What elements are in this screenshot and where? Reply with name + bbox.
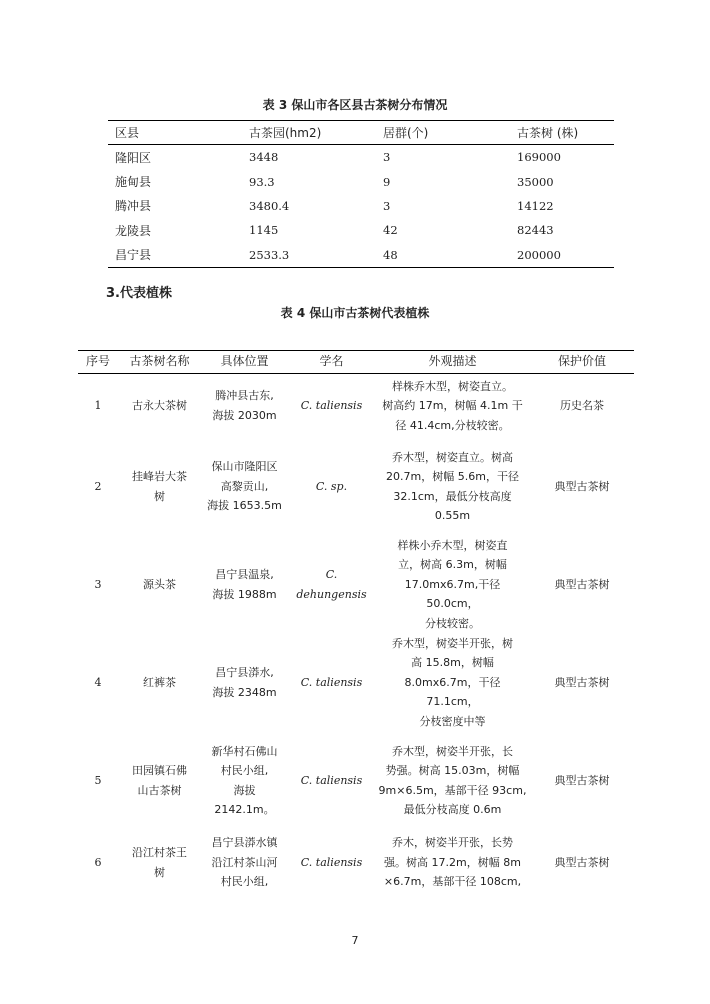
tree-description-line: 32.1cm，最低分枝高度	[393, 489, 512, 503]
protection-value: 典型古茶树	[554, 773, 610, 787]
table3-cell: 3	[383, 150, 391, 165]
table3-row	[108, 169, 614, 193]
tree-description	[375, 536, 530, 634]
scientific-name	[288, 732, 375, 830]
table3-row	[108, 243, 614, 268]
protection-value: 历史名茶	[560, 399, 604, 412]
tree-location	[201, 830, 288, 896]
tree-location	[201, 732, 288, 830]
table3-cell: 龙陵县	[115, 223, 152, 238]
table3-row	[108, 145, 614, 170]
scientific-name-line: C. taliensis	[300, 675, 363, 689]
tree-name-line: 田园镇石佛	[132, 764, 187, 777]
table3-row	[108, 194, 614, 218]
table3-header-row	[108, 121, 614, 145]
scientific-name	[288, 536, 375, 634]
tree-name	[118, 374, 201, 438]
tree-description-line: 8.0mx6.7m，干径 71.1cm，	[404, 675, 501, 709]
row-number: 5	[94, 773, 102, 787]
table4-header: 具体位置	[201, 351, 288, 374]
tree-description-line: 径 41.4cm,分枝较密。	[395, 418, 510, 432]
section-heading: 3.代表植株	[106, 286, 172, 301]
tree-description	[375, 374, 530, 438]
tree-name-line: 山古茶树	[137, 783, 182, 797]
tree-name	[118, 830, 201, 896]
table3-header: 区县	[108, 121, 242, 145]
table4-row	[78, 830, 634, 896]
table4-header: 序号	[78, 351, 118, 374]
tree-description-line: 高 15.8m，树幅	[411, 656, 494, 670]
tree-location	[201, 634, 288, 732]
tree-description-line: 乔木型，树姿直立。树高	[392, 450, 513, 464]
tree-description-line: 乔木型，树姿半开张，长	[392, 744, 513, 758]
table4-header: 学名	[288, 351, 375, 374]
tree-location-line: 海拔 2030m	[212, 408, 277, 422]
tree-description-line: 乔木型，树姿半开张，树	[392, 636, 513, 650]
tree-location-line: 海拔 2348m	[212, 685, 277, 699]
tree-description-line: 分枝较密。	[425, 616, 480, 630]
tree-location-line: 腾冲县古东,	[215, 389, 274, 403]
tree-description-line: 树高约 17m，树幅 4.1m 干	[382, 399, 523, 412]
tree-description	[375, 634, 530, 732]
tree-location	[201, 438, 288, 536]
table3-cell: 14122	[517, 198, 554, 213]
tree-location-line: 新华村石佛山	[211, 744, 278, 758]
tree-description-line: 立，树高 6.3m，树幅	[398, 558, 507, 572]
table3-caption: 表 3 保山市各区县古茶树分布情况	[262, 98, 448, 112]
table4-row	[78, 732, 634, 830]
table3-cell: 200000	[510, 243, 614, 268]
tree-description-line: 0.55m	[434, 509, 471, 522]
tree-description-line: 最低分枝高度 0.6m	[403, 803, 502, 816]
page-number: 7	[351, 934, 359, 947]
tree-name	[118, 438, 201, 536]
tree-location-line: 保山市隆阳区	[211, 460, 278, 474]
tree-location-line: 海拔 1988m	[212, 587, 277, 601]
table3-cell: 隆阳区	[115, 150, 152, 165]
tree-location-line: 海拔 1653.5m	[207, 499, 282, 513]
row-number: 6	[94, 855, 102, 869]
tree-description-line: 样株乔木型，树姿直立。	[392, 379, 513, 393]
tree-name-line: 挂峰岩大茶	[132, 470, 187, 483]
table4-header: 保护价值	[530, 351, 634, 374]
table3-cell: 35000	[517, 174, 554, 189]
table3-header: 古茶树 (株)	[510, 121, 614, 145]
tree-description	[375, 438, 530, 536]
tree-name	[118, 634, 201, 732]
scientific-name-line: C. taliensis	[300, 773, 363, 787]
table3-cell: 42	[383, 223, 398, 238]
table3-cell: 169000	[517, 150, 561, 165]
table3-header: 古茶园(hm2)	[242, 121, 376, 145]
tree-location-line: 海拔	[233, 783, 256, 797]
tree-name-line: 树	[154, 489, 165, 503]
tree-description-line: 9m×6.5m，基部干径 93cm,	[378, 783, 527, 797]
tree-description	[375, 830, 530, 896]
table4-row	[78, 438, 634, 536]
table3-header: 居群(个)	[376, 121, 510, 145]
protection-value: 典型古茶树	[554, 577, 610, 591]
table3-cell: 48	[376, 243, 510, 268]
tree-name-line: 树	[154, 865, 165, 879]
table3-cell: 82443	[517, 223, 554, 238]
tree-description-line: 势强。树高 15.03m，树幅	[385, 764, 520, 777]
table3-cell: 9	[383, 174, 391, 189]
tree-location-line: 村民小组,	[220, 764, 269, 777]
protection-value: 典型古茶树	[554, 675, 610, 689]
table3-cell: 腾冲县	[115, 199, 152, 214]
tree-location-line: 沿江村茶山河	[211, 855, 278, 869]
tree-name	[118, 732, 201, 830]
table4-row	[78, 634, 634, 732]
table4-header: 古茶树名称	[118, 351, 201, 374]
table4-row	[78, 536, 634, 634]
table3-cell: 3480.4	[249, 198, 290, 213]
row-number: 3	[94, 577, 102, 591]
table3-cell: 1145	[249, 223, 279, 238]
table3-cell: 昌宁县	[108, 243, 242, 268]
scientific-name	[288, 438, 375, 536]
tree-location-line: 高黎贡山,	[220, 479, 269, 493]
scientific-name-line: C. sp.	[315, 479, 348, 493]
tree-name	[118, 536, 201, 634]
tree-name-line: 沿江村茶王	[132, 846, 187, 859]
tree-description-line: 样株小乔木型，树姿直	[397, 538, 508, 552]
tree-description	[375, 732, 530, 830]
table4-header: 外观描述	[375, 351, 530, 374]
table4-row	[78, 374, 634, 438]
tree-location	[201, 374, 288, 438]
scientific-name	[288, 634, 375, 732]
scientific-name-line: C. taliensis	[300, 399, 363, 412]
tree-description-line: 乔木，树姿半开张，长势	[392, 836, 513, 850]
scientific-name-line: C. taliensis	[300, 855, 363, 869]
scientific-name	[288, 374, 375, 438]
table3-cell: 93.3	[249, 174, 275, 189]
tree-location-line: 昌宁县漭水镇	[211, 836, 278, 850]
tree-description-line: 强。树高 17.2m，树幅 8m	[384, 855, 521, 869]
table3-cell: 3448	[249, 150, 279, 165]
tree-name-line: 红裤茶	[143, 675, 176, 689]
table3	[108, 120, 614, 268]
table4-header-row	[78, 351, 634, 374]
row-number: 2	[94, 479, 102, 493]
table3-cell: 施甸县	[115, 175, 152, 190]
row-number: 1	[94, 399, 102, 412]
scientific-name-line: C.	[325, 568, 338, 581]
tree-location	[201, 536, 288, 634]
tree-description-line: 分枝密度中等	[419, 714, 486, 728]
tree-location-line: 2142.1m。	[214, 803, 275, 816]
tree-description-line: 20.7m，树幅 5.6m，干径	[386, 470, 519, 483]
table3-cell: 3	[383, 198, 391, 213]
row-number: 4	[94, 675, 102, 689]
table4-caption: 表 4 保山市古茶树代表植株	[280, 306, 430, 320]
protection-value: 典型古茶树	[554, 479, 610, 493]
tree-location-line: 村民小组,	[220, 875, 269, 889]
scientific-name	[288, 830, 375, 896]
tree-name-line: 源头茶	[143, 577, 176, 591]
tree-description-line: ×6.7m，基部干径 108cm,	[383, 875, 522, 889]
protection-value: 典型古茶树	[554, 855, 610, 869]
table4	[78, 350, 634, 896]
tree-location-line: 昌宁县温泉,	[215, 568, 274, 581]
tree-name-line: 古永大茶树	[132, 399, 187, 412]
table3-row	[108, 218, 614, 242]
table3-cell: 2533.3	[242, 243, 376, 268]
tree-description-line: 17.0mx6.7m,干径 50.0cm，	[404, 577, 501, 611]
scientific-name-line: dehungensis	[296, 587, 367, 601]
tree-location-line: 昌宁县漭水,	[215, 666, 274, 679]
